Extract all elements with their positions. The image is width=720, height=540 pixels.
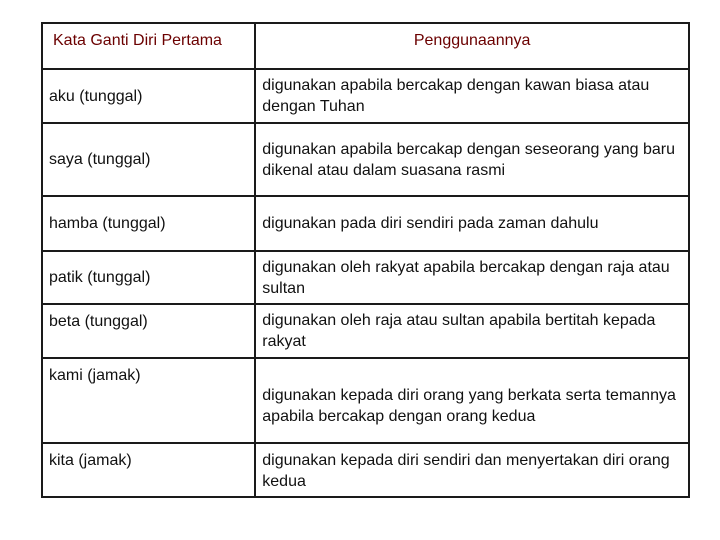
- header-pronoun: Kata Ganti Diri Pertama: [42, 23, 255, 69]
- pronoun-cell: patik (tunggal): [42, 251, 255, 304]
- table-row: [42, 196, 689, 251]
- header-usage: Penggunaannya: [255, 23, 689, 69]
- table-row: [42, 69, 689, 123]
- pronoun-cell: saya (tunggal): [42, 123, 255, 196]
- table-row: [42, 123, 689, 196]
- pronoun-cell: aku (tunggal): [42, 69, 255, 123]
- table-row: [42, 251, 689, 304]
- usage-cell: digunakan kepada diri orang yang berkata serta temannya apabila bercakap dengan orang kedua: [255, 358, 689, 443]
- pronoun-cell: kami (jamak): [42, 358, 255, 443]
- usage-cell: digunakan oleh rakyat apabila bercakap dengan raja atau sultan: [255, 251, 689, 304]
- usage-cell: digunakan apabila bercakap dengan kawan biasa atau dengan Tuhan: [255, 69, 689, 123]
- usage-cell: digunakan oleh raja atau sultan apabila bertitah kepada rakyat: [255, 304, 689, 358]
- table-row: [42, 358, 689, 443]
- usage-cell: digunakan pada diri sendiri pada zaman dahulu: [255, 196, 689, 251]
- usage-cell: digunakan apabila bercakap dengan seseorang yang baru dikenal atau dalam suasana rasmi: [255, 123, 689, 196]
- usage-cell: digunakan kepada diri sendiri dan menyertakan diri orang kedua: [255, 443, 689, 497]
- pronoun-table: [41, 22, 690, 498]
- table-header-row: [42, 23, 689, 69]
- pronoun-cell: hamba (tunggal): [42, 196, 255, 251]
- table-row: [42, 304, 689, 358]
- pronoun-cell: beta (tunggal): [42, 304, 255, 358]
- table-row: [42, 443, 689, 497]
- pronoun-cell: kita (jamak): [42, 443, 255, 497]
